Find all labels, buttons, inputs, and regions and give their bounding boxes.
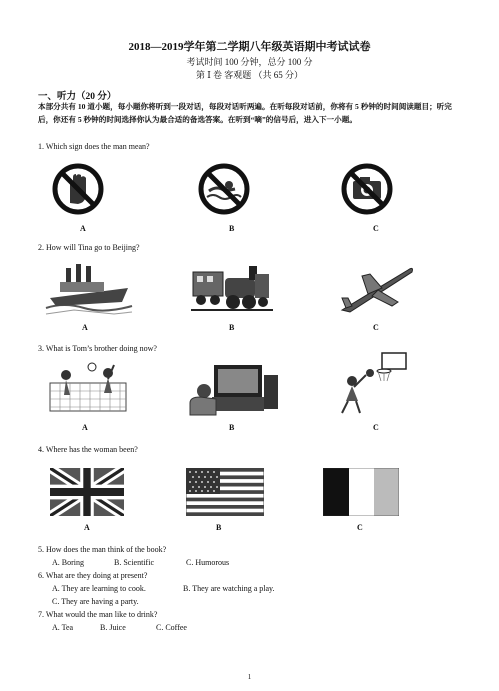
page-title: 2018—2019学年第二学期八年级英语期中考试试卷: [128, 41, 371, 53]
question-7-option-a: A. Tea: [52, 623, 74, 632]
option-label-c: C: [373, 224, 379, 233]
question-7-option-c: C. Coffee: [156, 623, 187, 632]
question-6-option-a: A. They are learning to cook.: [52, 584, 146, 593]
no-swimming-sign-icon: [195, 163, 253, 215]
basketball-icon: [330, 351, 410, 417]
option-label-c: C: [373, 323, 379, 332]
exam-time-score: 考试时间 100 分钟，总分 100 分: [186, 57, 313, 67]
question-5-option-c: C. Humorous: [186, 558, 230, 567]
option-label-a: A: [80, 224, 86, 233]
question-6-text: 6. What are they doing at present?: [38, 571, 148, 580]
ireland-flag-icon: [323, 468, 399, 516]
option-label-b: B: [229, 423, 235, 432]
question-7-option-b: B. Juice: [100, 623, 126, 632]
question-5-option-b: B. Scientific: [114, 558, 154, 567]
option-label-c: C: [373, 423, 379, 432]
volleyball-icon: [46, 361, 128, 417]
section-instructions: 本部分共有 10 道小题，每小题你将听到一段对话，每段对话听两遍。在听每段对话前，你将有 5 秒钟的时间阅读题目；听完后，你还有 5 秒钟的时间选择你认为最合适的备选答案。在听到“嘀”的信号后，进入下一小题。: [38, 102, 452, 124]
ship-icon: [44, 258, 134, 318]
option-label-b: B: [229, 224, 235, 233]
page-number: 1: [247, 673, 252, 681]
no-photography-sign-icon: [339, 163, 395, 215]
question-7-text: 7. What would the man like to drink?: [38, 610, 158, 619]
watching-tv-icon: [188, 361, 280, 417]
section-heading: 一、听力（20 分）: [38, 92, 117, 102]
uk-flag-icon: [50, 468, 124, 516]
option-label-c: C: [357, 523, 363, 532]
airplane-icon: [338, 262, 416, 314]
option-label-a: A: [82, 423, 88, 432]
question-5-option-a: A. Boring: [52, 558, 84, 567]
option-label-b: B: [216, 523, 222, 532]
question-5-text: 5. How does the man think of the book?: [38, 545, 167, 554]
question-1-text: 1. Which sign does the man mean?: [38, 142, 150, 151]
option-label-b: B: [229, 323, 235, 332]
us-flag-icon: [186, 468, 264, 516]
question-3-text: 3. What is Tom’s brother doing now?: [38, 344, 157, 353]
train-icon: [191, 258, 273, 318]
question-6-option-c: C. They are having a party.: [52, 597, 139, 606]
no-touching-sign-icon: [50, 163, 106, 215]
question-4-text: 4. Where has the woman been?: [38, 445, 138, 454]
question-2-text: 2. How will Tina go to Beijing?: [38, 243, 140, 252]
option-label-a: A: [82, 323, 88, 332]
option-label-a: A: [84, 523, 90, 532]
volume-heading: 第 Ⅰ 卷 客观题 （共 65 分）: [195, 70, 304, 80]
question-6-option-b: B. They are watching a play.: [183, 584, 275, 593]
